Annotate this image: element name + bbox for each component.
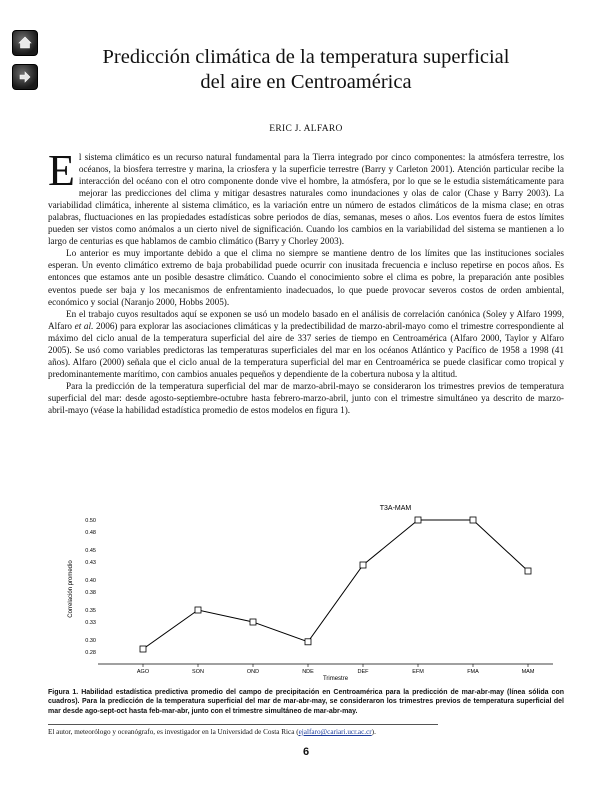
x-tick-label: DEF <box>357 669 369 675</box>
data-point <box>525 568 531 574</box>
y-tick-label: 0.43 <box>85 560 96 566</box>
data-point <box>140 646 146 652</box>
x-tick-label: AGO <box>136 669 150 675</box>
y-tick-label: 0.38 <box>85 590 96 596</box>
series-line <box>143 520 528 649</box>
paragraph-3-text-a: En el trabajo cuyos resultados aquí se exponen se usó un modelo basado en el análisis de correlación canónica (Soley y Alfaro 1999, Alfaro <box>48 308 564 331</box>
y-axis-label: Correlación promedio <box>68 560 74 618</box>
data-point <box>415 517 421 523</box>
footnote <box>48 728 564 736</box>
x-tick-label: MAM <box>521 669 535 675</box>
data-point <box>250 619 256 625</box>
data-point <box>195 607 201 613</box>
x-axis-label: Trimestre <box>322 676 349 680</box>
drop-cap: E <box>48 146 75 195</box>
x-tick-label: EFM <box>412 669 424 675</box>
x-tick-label: NDE <box>302 669 314 675</box>
paragraph-4: Para la predicción de la temperatura superficial del mar de marzo-abril-mayo se consideraron los trimestres previos de temperatura superficial del mar: desde agosto-septiembre-octubre hasta febrero-marzo-abril, junto con el trimestre simultáneo ya descrito de marzo-abril-mayo (véase la habilidad estadística promedio de estos modelos en figura 1). <box>48 380 564 415</box>
author-email-link[interactable]: ejalfaro@cariari.ucr.ac.cr <box>298 728 372 736</box>
footnote-text: El autor, meteorólogo y oceanógrafo, es investigador en la Universidad de Costa Rica ( <box>48 728 299 736</box>
paragraph-3-text-b: 2006) para explorar las asociaciones climáticas y la predectibilidad de marzo-abril-mayo como el trimestre correspondiente al máximo del ciclo anual de la temperatura superficial del aire de 337 series de tiempo en Centroamérica (Alfaro 2000, Taylor y Alfaro 2005). Se usó como variables predictoras las temperaturas superficiales del mar en los océanos Atlántico y Pacífico de 1958 a 1998 (41 años). Alfaro (2000) señala que el ciclo anual de la temperatura superficial del mar en Centroamérica se puede clasificar como tropical y predominantemente marítimo, con cambios anuales pequeños y dependiente de la cobertura nubosa y la altitud. <box>48 320 564 379</box>
article-body <box>48 146 564 416</box>
data-point <box>470 517 476 523</box>
x-tick-label: SON <box>192 669 204 675</box>
y-tick-label: 0.50 <box>85 518 96 524</box>
chart-title: T3A-MAM <box>379 505 412 512</box>
paragraph-1-text: l sistema climático es un recurso natural fundamental para la Tierra integrado por cinco componentes: la atmósfera terrestre, los océanos, la biosfera terrestre y marina, la criosfera y la superficie terrestre (Barry y Carleton 2001). Atención particular recibe la interacción del océano con el otro componente donde vive el hombre, la atmósfera, por lo que se le estudia sistemáticamente para mejorar las predicciones del clima y mitigar desastres naturales como inundaciones y olas de calor (Chase y Barry 2003). La variabilidad climática, inherente al sistema climático, es la variación entre un número de estados climáticos de la misma clase; en otras palabras, fluctuaciones en las propiedades estadísticas sobre periodos de días, semanas, meses o años. Los eventos fuera de estos límites pueden ser vistos como anómalos a un cierto nivel de significación. Cuando los cambios en la variabilidad del sistema se mantienen a lo largo de centurias es que hablamos de cambio climático (Barry y Chorley 2003). <box>48 152 564 247</box>
paragraph-1 <box>48 146 564 247</box>
figure-1-chart <box>48 500 564 680</box>
footnote-divider <box>48 724 438 725</box>
title-line-1: Predicción climática de la temperatura superficial <box>102 46 510 68</box>
data-point <box>305 639 311 645</box>
et-al: et al. <box>74 320 94 331</box>
y-tick-label: 0.40 <box>85 578 96 584</box>
page-number: 6 <box>302 746 310 758</box>
home-icon <box>17 35 33 51</box>
x-tick-label: OND <box>246 669 260 675</box>
next-page-button[interactable] <box>12 64 38 90</box>
page-title <box>60 45 552 95</box>
y-tick-label: 0.30 <box>85 638 96 644</box>
home-button[interactable] <box>12 30 38 56</box>
y-tick-label: 0.28 <box>85 650 96 656</box>
footnote-close: ). <box>371 728 376 736</box>
paragraph-3 <box>48 308 564 380</box>
x-tick-label: FMA <box>467 669 479 675</box>
y-tick-label: 0.48 <box>85 530 96 536</box>
y-tick-label: 0.45 <box>85 548 96 554</box>
figure-caption: Figura 1. Habilidad estadística predictiva promedio del campo de precipitación en Centroamérica para la predicción de mar-abr-may (línea sólida con cuadros). Para la predicción de la temperatura superficial del mar de mar-abr-may, se consideraron los trimestres previos de temperatura superficial del mar desde ago-sept-oct hasta feb-mar-abr, junto con el trimestre simultáneo de mar-abr-may. <box>48 689 564 715</box>
data-point <box>360 562 366 568</box>
paragraph-2: Lo anterior es muy importante debido a que el clima no siempre se mantiene dentro de los límites que las instituciones sociales esperan. Un evento climático extremo de baja probabilidad puede ocurrir con inusitada frecuencia e incluso repetirse en pocos años. Es entonces que estamos ante un posible desastre climático. Cuando el conocimiento sobre el clima es pobre, la preparación ante posibles eventos puede ser baja y los mecanismos de enfrentamiento inadecuados, lo que puede provocar severos costos de orden ambiental, económico y social (Naranjo 2000, Hobbs 2005). <box>48 248 564 307</box>
author-name: ERIC J. ALFARO <box>269 124 343 134</box>
title-line-2: del aire en Centroamérica <box>200 71 412 93</box>
y-tick-label: 0.35 <box>85 608 96 614</box>
y-tick-label: 0.33 <box>85 620 96 626</box>
arrow-right-icon <box>17 69 33 85</box>
